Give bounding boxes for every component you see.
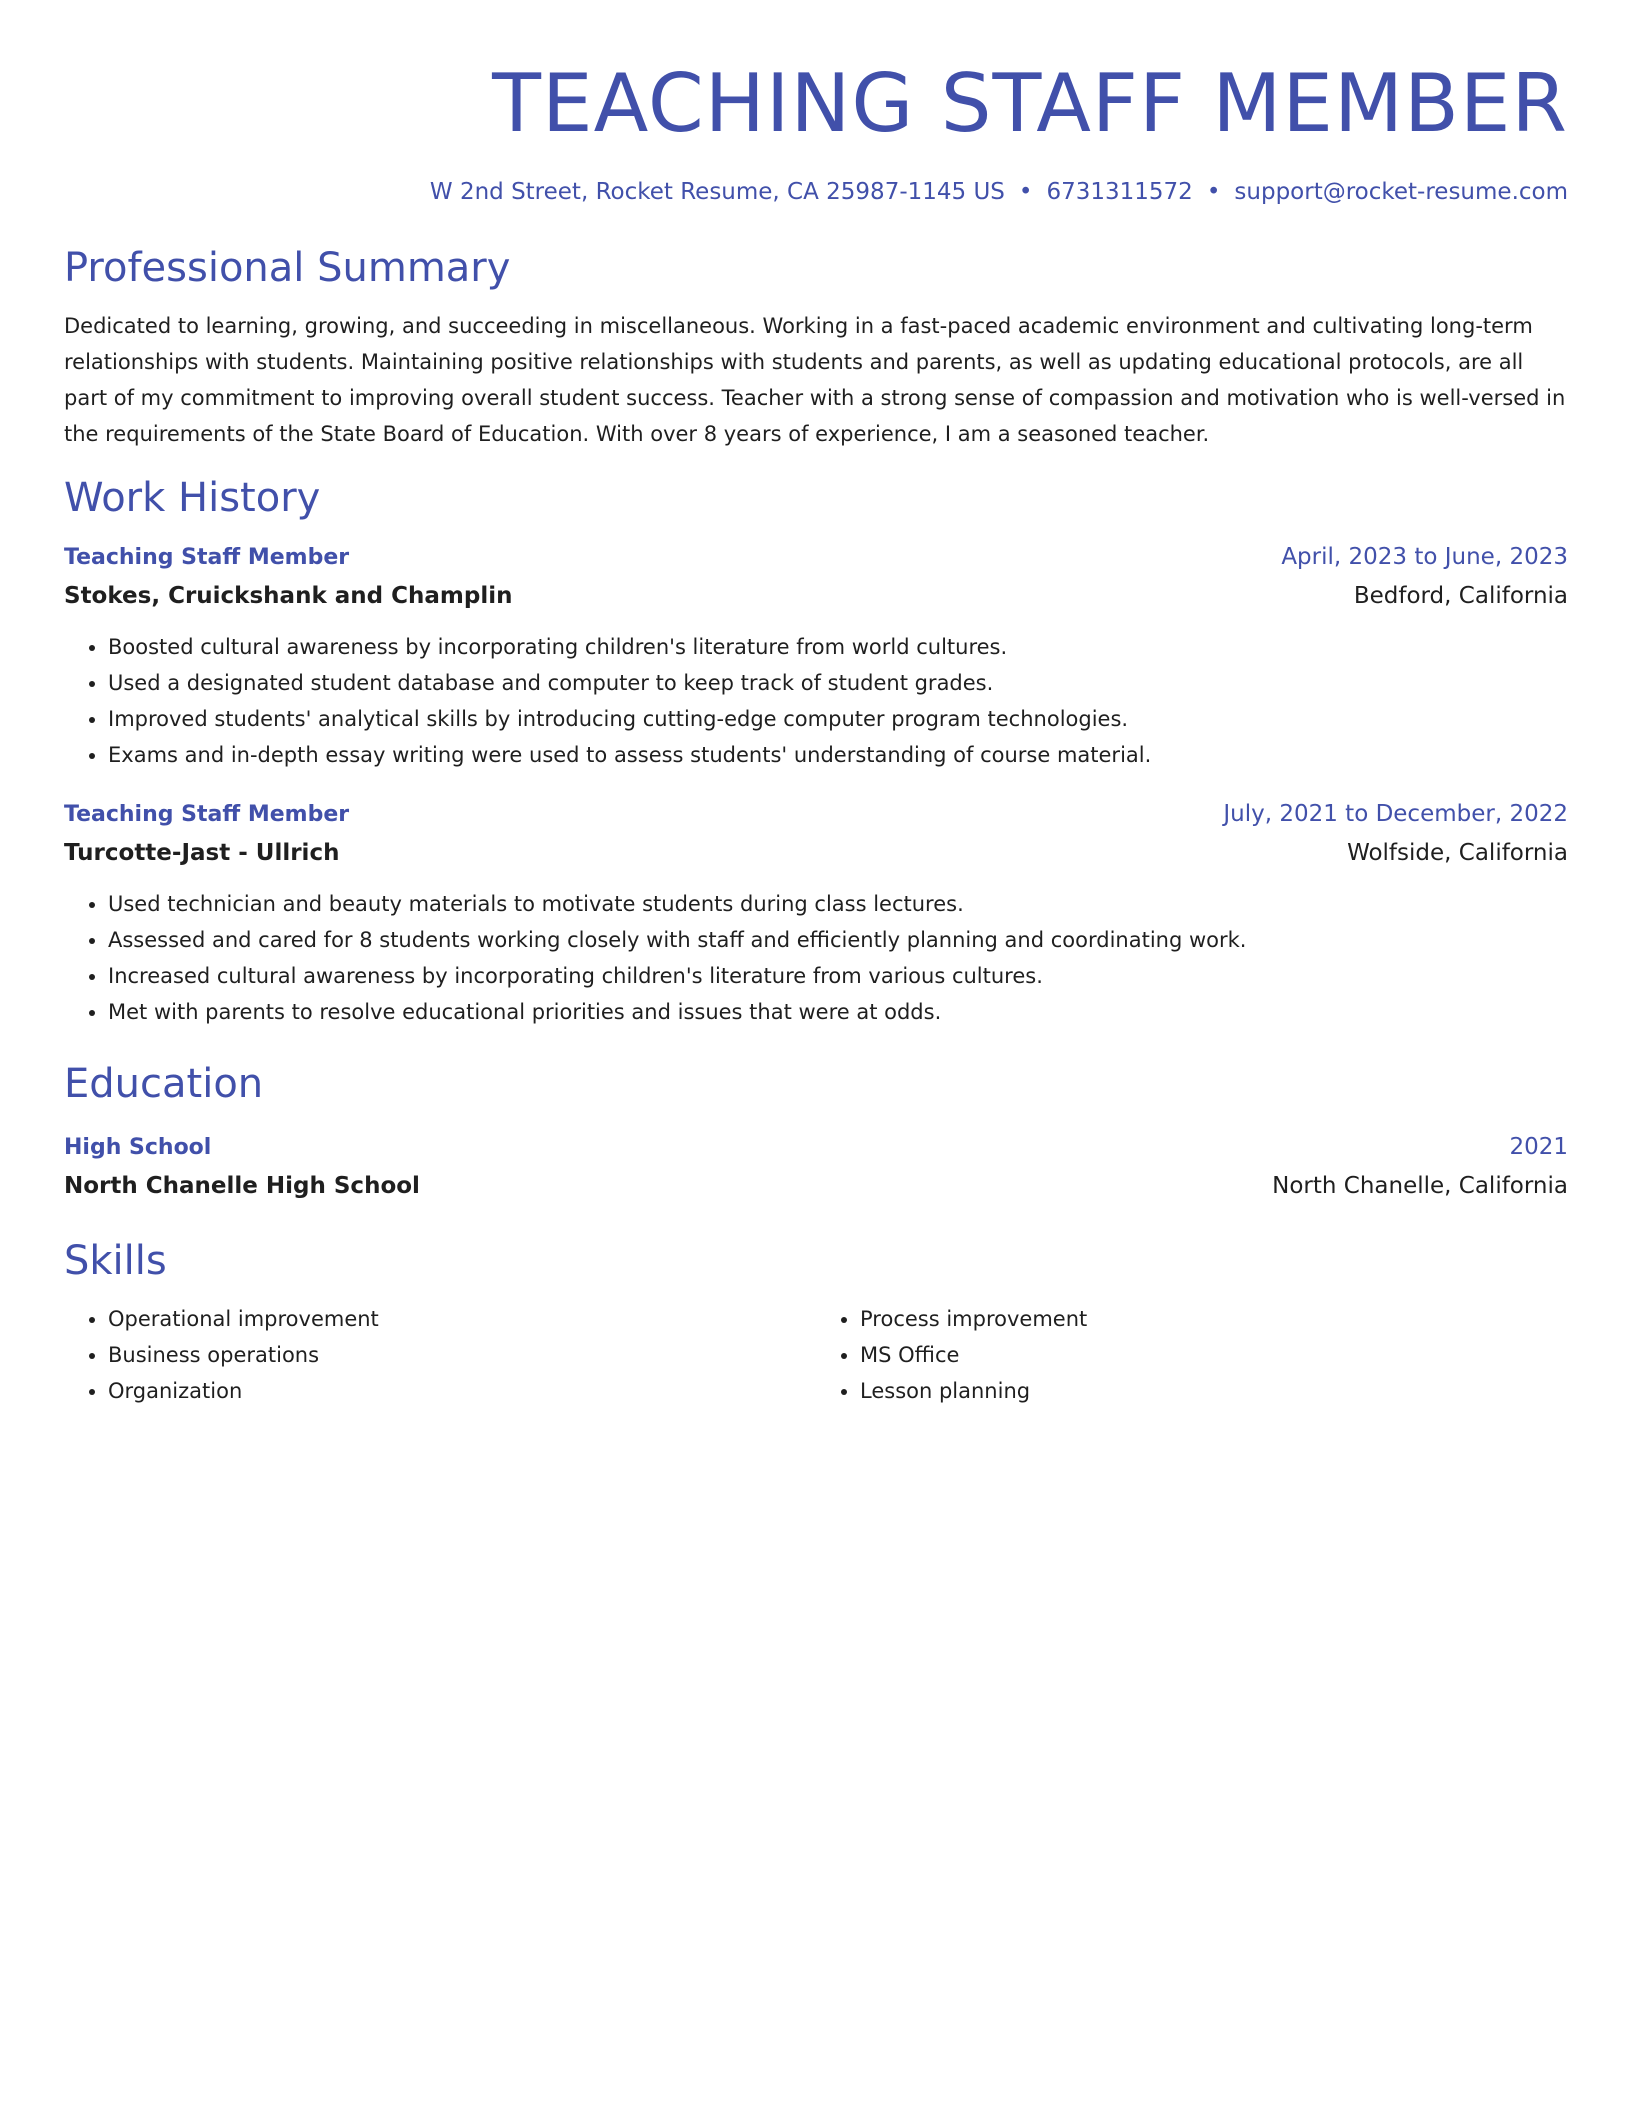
skills-column-left: [64, 1301, 816, 1409]
job-bullets: [64, 629, 1568, 773]
job-company: Turcotte-Jast - Ullrich: [64, 840, 340, 866]
job-entry: [64, 795, 1568, 1030]
skills-heading: Skills: [64, 1238, 167, 1284]
education-year: 2021: [1509, 1134, 1568, 1160]
skills-column-right: [816, 1301, 1568, 1409]
skill-item: • Business operations: [108, 1337, 816, 1373]
education-degree: High School: [64, 1135, 212, 1160]
skill-item: • MS Office: [860, 1337, 1568, 1373]
job-role: Teaching Staff Member: [64, 545, 350, 570]
contact-separator: •: [1206, 179, 1221, 205]
job-company: Stokes, Cruickshank and Champlin: [64, 583, 513, 609]
job-bullet: • Used a designated student database and computer to keep track of student grades.: [108, 665, 1568, 701]
summary-text: Dedicated to learning, growing, and succeeding in miscellaneous. Working in a fast-paced academic environment and cultivating long-term relationships with students. Maintaining positive relationships with students and parents, as well as updating educational protocols, are all part of my commitment to improving overall student success. Teacher with a strong sense of compassion and motivation who is well-versed in the requirements of the State Board of Education. With over 8 years of experience, I am a seasoned teacher.: [64, 314, 1566, 446]
resume-header: [64, 56, 1568, 208]
education-school: North Chanelle High School: [64, 1173, 420, 1199]
job-role: Teaching Staff Member: [64, 802, 350, 827]
job-dates: July, 2021 to December, 2022: [1223, 801, 1568, 827]
job-bullet: • Met with parents to resolve educational priorities and issues that were at odds.: [108, 994, 1568, 1030]
job-location: Wolfside, California: [1347, 840, 1568, 866]
work-history-heading: Work History: [64, 475, 321, 521]
work-history-section: [64, 472, 1568, 1030]
education-section: [64, 1058, 1568, 1205]
skills-grid: [64, 1301, 1568, 1409]
education-school-row: [64, 1167, 1568, 1205]
job-company-row: [64, 577, 1568, 615]
candidate-name: TEACHING STAFF MEMBER: [492, 57, 1568, 150]
skill-item: • Process improvement: [860, 1301, 1568, 1337]
job-entry: [64, 538, 1568, 773]
skill-item: • Organization: [108, 1373, 816, 1409]
skill-item: • Operational improvement: [108, 1301, 816, 1337]
job-title-row: [64, 538, 1568, 577]
contact-phone: 6731311572: [1046, 179, 1193, 205]
job-bullet: • Used technician and beauty materials to motivate students during class lectures.: [108, 886, 1568, 922]
job-bullet: • Assessed and cared for 8 students working closely with staff and efficiently planning and coordinating work.: [108, 922, 1568, 958]
education-location: North Chanelle, California: [1272, 1173, 1568, 1199]
job-bullet: • Improved students' analytical skills by introducing cutting-edge computer program technologies.: [108, 701, 1568, 737]
professional-summary-section: [64, 242, 1568, 452]
summary-heading: Professional Summary: [64, 245, 511, 291]
job-bullets: [64, 886, 1568, 1030]
contact-separator: •: [1018, 179, 1033, 205]
education-entry: [64, 1128, 1568, 1205]
job-title-row: [64, 795, 1568, 834]
job-company-row: [64, 834, 1568, 872]
contact-address: W 2nd Street, Rocket Resume, CA 25987-1145 US: [429, 179, 1005, 205]
education-degree-row: [64, 1128, 1568, 1167]
job-bullet: • Boosted cultural awareness by incorporating children's literature from world cultures.: [108, 629, 1568, 665]
job-bullet: • Exams and in-depth essay writing were used to assess students' understanding of course material.: [108, 737, 1568, 773]
job-bullet: • Increased cultural awareness by incorporating children's literature from various cultures.: [108, 958, 1568, 994]
skills-section: [64, 1235, 1568, 1409]
job-dates: April, 2023 to June, 2023: [1281, 544, 1568, 570]
contact-line: [64, 176, 1568, 208]
education-heading: Education: [64, 1061, 264, 1107]
skill-item: • Lesson planning: [860, 1373, 1568, 1409]
contact-email: support@rocket-resume.com: [1234, 179, 1568, 205]
job-location: Bedford, California: [1353, 583, 1568, 609]
